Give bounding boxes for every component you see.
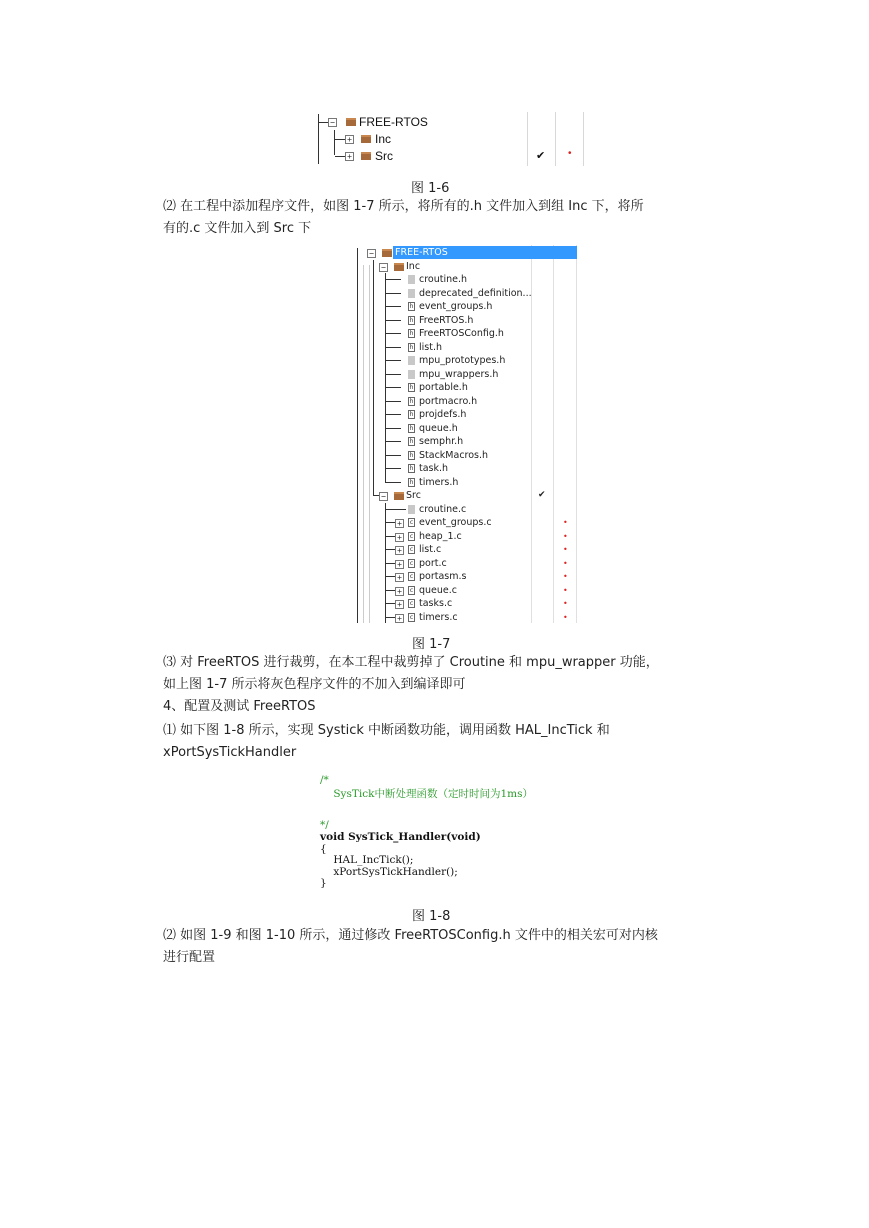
paragraph-line: 有的.c 文件加入到 Src 下 bbox=[163, 221, 312, 236]
expand-toggle-icon[interactable]: + bbox=[395, 600, 404, 609]
tree-file-queue-c[interactable] bbox=[355, 584, 577, 598]
folder-icon bbox=[346, 118, 356, 126]
tree-branch-line bbox=[386, 387, 401, 388]
file-icon: c bbox=[409, 559, 414, 567]
code-line: */ bbox=[320, 819, 329, 831]
tree-node-free-rtos[interactable] bbox=[314, 114, 584, 131]
collapse-toggle-icon[interactable]: − bbox=[328, 118, 337, 127]
file-icon: h bbox=[409, 384, 414, 391]
tree-node-label: Inc bbox=[375, 132, 392, 146]
paragraph-line: ⑵ 如图 1-9 和图 1-10 所示，通过修改 FreeRTOSConfig.h 文件中的相关宏可对内核 bbox=[163, 928, 658, 943]
tree-file-label: list.c bbox=[419, 544, 442, 555]
code-line: HAL_IncTick(); bbox=[320, 854, 414, 866]
tree-file-queue-h[interactable] bbox=[355, 422, 577, 436]
tree-file-deprecated-definition-[interactable] bbox=[355, 287, 577, 301]
folder-icon bbox=[361, 135, 371, 143]
collapse-toggle-icon[interactable]: − bbox=[379, 263, 388, 272]
tree-branch-line bbox=[386, 347, 401, 348]
file-icon: c bbox=[409, 613, 414, 621]
tree-node-src[interactable] bbox=[355, 489, 577, 503]
modified-dot-icon: • bbox=[563, 585, 568, 595]
tree-file-croutine-h[interactable] bbox=[355, 273, 577, 287]
file-icon: h bbox=[409, 397, 414, 405]
tree-file-timers-c[interactable] bbox=[355, 611, 577, 624]
tree-file-label: list.h bbox=[419, 341, 442, 353]
tree-branch-line bbox=[386, 306, 401, 307]
section-heading: 4、配置及测试 FreeRTOS bbox=[163, 699, 316, 714]
tree-node-label: Inc bbox=[406, 260, 421, 272]
expand-toggle-icon[interactable]: + bbox=[395, 519, 404, 528]
code-line: void SysTick_Handler(void) bbox=[320, 831, 481, 843]
paragraph-line: ⑶ 对 FreeRTOS 进行裁剪，在本工程中裁剪掉了 Croutine 和 mpu_wrapper 功能， bbox=[163, 655, 659, 670]
tree-file-label: semphr.h bbox=[419, 436, 464, 447]
file-icon: h bbox=[409, 451, 414, 459]
tree-file-list-c[interactable] bbox=[355, 543, 577, 557]
tree-file-heap-1-c[interactable] bbox=[355, 530, 577, 544]
tree-branch-line bbox=[386, 428, 401, 429]
figure-1-6-project-tree bbox=[314, 112, 584, 166]
tree-file-label: timers.c bbox=[419, 611, 458, 623]
tree-branch-line bbox=[386, 509, 396, 510]
tree-file-label: StackMacros.h bbox=[419, 449, 489, 461]
expand-toggle-icon[interactable]: + bbox=[395, 614, 404, 623]
tree-file-label: FreeRTOSConfig.h bbox=[419, 328, 504, 339]
tree-branch-line bbox=[386, 374, 401, 375]
modified-dot-icon: • bbox=[563, 518, 568, 527]
tree-file-label: tasks.c bbox=[419, 598, 453, 609]
modified-dot-icon: • bbox=[563, 531, 568, 541]
tree-node-label: FREE-RTOS bbox=[359, 115, 428, 129]
collapse-toggle-icon[interactable]: − bbox=[367, 249, 376, 258]
folder-icon bbox=[394, 263, 404, 271]
tree-file-label: event_groups.h bbox=[419, 301, 493, 312]
tree-file-event-groups-h[interactable] bbox=[355, 300, 577, 314]
tree-node-label: Src bbox=[375, 149, 393, 163]
tree-file-timers-h[interactable] bbox=[355, 476, 577, 490]
file-icon bbox=[408, 505, 415, 514]
modified-dot-icon: • bbox=[563, 545, 568, 554]
paragraph-line: ⑵ 在工程中添加程序文件，如图 1-7 所示，将所有的.h 文件加入到组 Inc 下，将所 bbox=[163, 199, 644, 214]
tree-file-label: projdefs.h bbox=[419, 409, 467, 420]
file-icon: h bbox=[409, 424, 414, 432]
folder-icon bbox=[394, 492, 404, 500]
folder-icon bbox=[361, 152, 371, 160]
paragraph-line: 如上图 1-7 所示将灰色程序文件的不加入到编译即可 bbox=[163, 677, 466, 692]
expand-toggle-icon[interactable]: + bbox=[395, 533, 404, 542]
figure-1-8-code-snippet bbox=[316, 772, 552, 892]
file-icon bbox=[408, 289, 415, 298]
file-icon: h bbox=[409, 303, 414, 310]
expand-toggle-icon[interactable]: + bbox=[395, 546, 404, 555]
selection-highlight bbox=[532, 246, 577, 259]
modified-dot-icon: • bbox=[563, 612, 568, 622]
tree-branch-line bbox=[396, 509, 406, 510]
tree-file-projdefs-h[interactable] bbox=[355, 408, 577, 422]
tree-file-freertosconfig-h[interactable] bbox=[355, 327, 577, 341]
file-icon: c bbox=[409, 600, 414, 607]
paragraph-line: ⑴ 如下图 1-8 所示，实现 Systick 中断函数功能，调用函数 HAL_IncTick 和 bbox=[163, 723, 610, 738]
tree-file-label: mpu_prototypes.h bbox=[419, 355, 506, 366]
file-icon: h bbox=[409, 330, 414, 337]
file-icon: c bbox=[409, 546, 414, 553]
tree-branch-line bbox=[386, 455, 401, 456]
tree-node-free-rtos[interactable] bbox=[355, 246, 577, 260]
tree-file-label: heap_1.c bbox=[419, 530, 462, 542]
file-icon bbox=[408, 275, 415, 284]
tree-file-label: portasm.s bbox=[419, 571, 467, 582]
file-icon: c bbox=[409, 573, 414, 580]
tree-branch-line bbox=[386, 293, 401, 294]
modified-dot-icon: • bbox=[563, 572, 568, 581]
tree-file-label: deprecated_definition... bbox=[419, 287, 532, 299]
file-icon: h bbox=[409, 411, 414, 418]
tree-node-label: Src bbox=[406, 490, 421, 501]
tree-branch-line bbox=[386, 468, 401, 469]
file-icon: h bbox=[409, 438, 414, 445]
expand-toggle-icon[interactable]: + bbox=[395, 587, 404, 596]
file-icon: c bbox=[409, 519, 414, 526]
tree-file-label: portmacro.h bbox=[419, 395, 478, 407]
modified-dot-icon: • bbox=[568, 148, 572, 159]
expand-toggle-icon[interactable]: + bbox=[395, 560, 404, 569]
tree-file-label: FreeRTOS.h bbox=[419, 314, 474, 326]
figure-caption: 图 1-6 bbox=[411, 181, 450, 196]
expand-toggle-icon[interactable]: + bbox=[345, 152, 354, 161]
tree-file-label: croutine.c bbox=[419, 503, 467, 515]
tree-file-event-groups-c[interactable] bbox=[355, 516, 577, 530]
file-icon bbox=[408, 356, 415, 365]
code-line: SysTick中断处理函数（定时时间为1ms） bbox=[320, 788, 533, 800]
tree-file-label: queue.h bbox=[419, 422, 458, 434]
tree-branch-line bbox=[386, 320, 401, 321]
collapse-toggle-icon[interactable]: − bbox=[379, 492, 388, 501]
paragraph-line: 进行配置 bbox=[163, 950, 216, 965]
tree-file-portasm-s[interactable] bbox=[355, 570, 577, 584]
include-check-icon: ✔ bbox=[538, 490, 546, 500]
tree-node-src[interactable] bbox=[314, 148, 584, 165]
file-icon: h bbox=[409, 465, 414, 472]
tree-file-task-h[interactable] bbox=[355, 462, 577, 476]
expand-toggle-icon[interactable]: + bbox=[345, 135, 354, 144]
figure-caption: 图 1-7 bbox=[412, 637, 451, 652]
tree-file-label: croutine.h bbox=[419, 274, 468, 285]
tree-file-list-h[interactable] bbox=[355, 341, 577, 355]
tree-branch-line bbox=[386, 482, 401, 483]
expand-toggle-icon[interactable]: + bbox=[395, 573, 404, 582]
tree-file-mpu-wrappers-h[interactable] bbox=[355, 368, 577, 382]
tree-branch-line bbox=[386, 360, 401, 361]
code-line: /* bbox=[320, 774, 329, 786]
figure-1-7-project-tree bbox=[355, 245, 577, 623]
code-line: xPortSysTickHandler(); bbox=[320, 866, 458, 878]
file-icon: h bbox=[409, 343, 414, 351]
paragraph-line: xPortSysTickHandler bbox=[163, 745, 297, 760]
tree-node-inc[interactable] bbox=[355, 260, 577, 274]
file-icon: c bbox=[409, 532, 414, 540]
tree-branch-line bbox=[386, 441, 401, 442]
modified-dot-icon: • bbox=[563, 558, 568, 568]
tree-file-label: event_groups.c bbox=[419, 517, 492, 528]
tree-file-portable-h[interactable] bbox=[355, 381, 577, 395]
tree-file-stackmacros-h[interactable] bbox=[355, 449, 577, 463]
tree-file-portmacro-h[interactable] bbox=[355, 395, 577, 409]
file-icon: h bbox=[409, 478, 414, 486]
code-line: } bbox=[320, 877, 327, 889]
code-line: { bbox=[320, 843, 327, 855]
tree-file-label: timers.h bbox=[419, 476, 459, 488]
tree-node-inc[interactable] bbox=[314, 131, 584, 148]
tree-file-tasks-c[interactable] bbox=[355, 597, 577, 611]
file-icon bbox=[408, 370, 415, 379]
tree-file-label: task.h bbox=[419, 463, 449, 474]
figure-caption: 图 1-8 bbox=[412, 909, 451, 924]
folder-icon bbox=[382, 249, 392, 257]
tree-branch-line bbox=[386, 414, 401, 415]
tree-file-label: queue.c bbox=[419, 584, 458, 596]
tree-file-mpu-prototypes-h[interactable] bbox=[355, 354, 577, 368]
modified-dot-icon: • bbox=[563, 599, 568, 608]
tree-branch-line bbox=[386, 333, 401, 334]
tree-file-label: port.c bbox=[419, 557, 447, 569]
tree-node-label: FREE-RTOS bbox=[393, 246, 533, 259]
include-check-icon: ✔ bbox=[536, 150, 546, 162]
tree-file-label: portable.h bbox=[419, 382, 468, 393]
tree-file-port-c[interactable] bbox=[355, 557, 577, 571]
tree-file-croutine-c[interactable] bbox=[355, 503, 577, 517]
tree-file-semphr-h[interactable] bbox=[355, 435, 577, 449]
file-icon: c bbox=[409, 586, 414, 594]
tree-branch-line bbox=[386, 279, 401, 280]
file-icon: h bbox=[409, 316, 414, 324]
tree-file-label: mpu_wrappers.h bbox=[419, 368, 499, 380]
tree-file-freertos-h[interactable] bbox=[355, 314, 577, 328]
tree-branch-line bbox=[386, 401, 401, 402]
